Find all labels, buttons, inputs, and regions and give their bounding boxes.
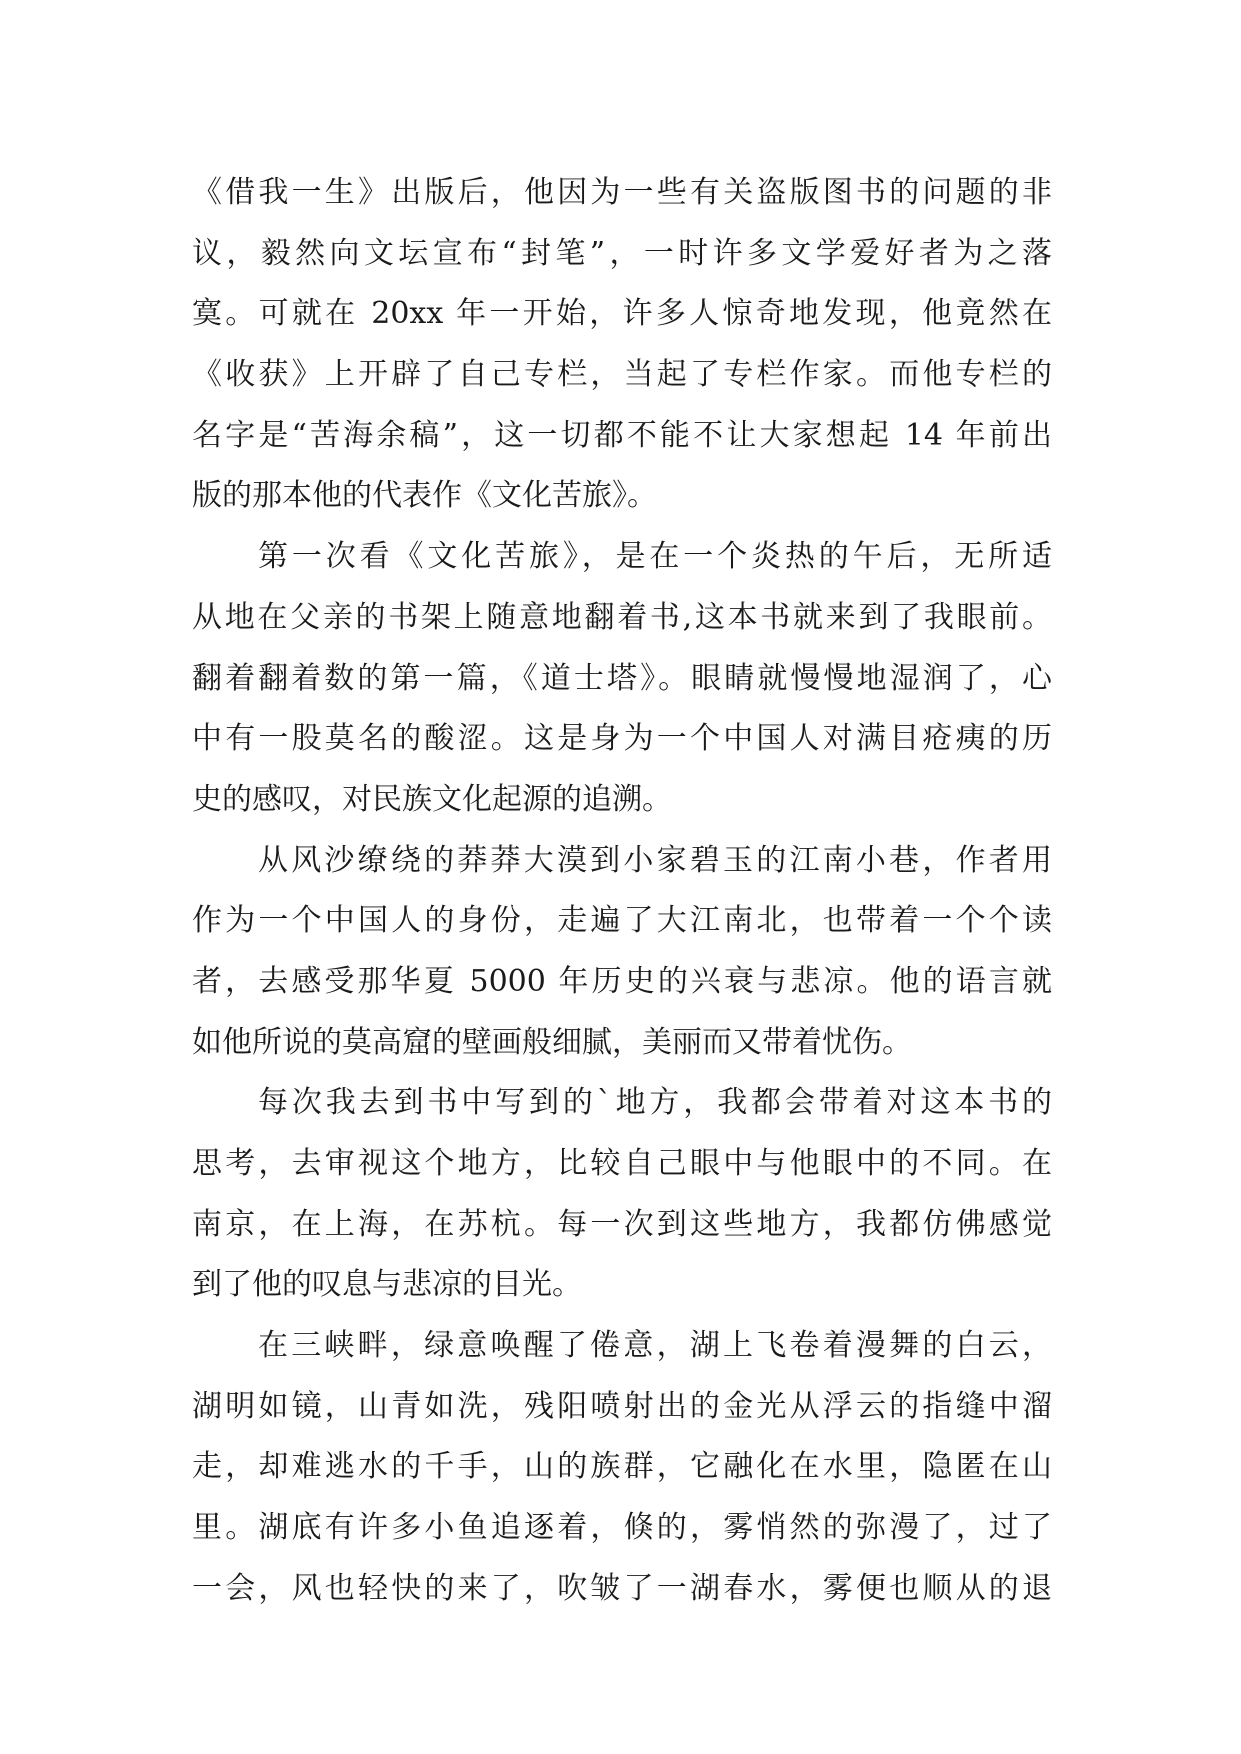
text-line: 思考，去审视这个地方，比较自己眼中与他眼中的不同。在 (192, 1146, 1052, 1181)
paragraph-3 (192, 831, 1052, 1074)
text-line: 议，毅然向文坛宣布“封笔”，一时许多文学爱好者为之落 (192, 235, 1052, 271)
text-line: 史的感叹，对民族文化起源的追溯。 (192, 781, 672, 817)
text-line: 《借我一生》出版后，他因为一些有关盗版图书的问题的非 (192, 175, 1052, 210)
paragraph-1 (192, 163, 1052, 527)
text-line: 者，去感受那华夏 5000 年历史的兴衰与悲凉。他的语言就 (192, 963, 1052, 999)
text-line: 从地在父亲的书架上随意地翻着书,这本书就来到了我眼前。 (192, 599, 1052, 635)
text-line: 到了他的叹息与悲凉的目光。 (192, 1267, 582, 1303)
text-line: 《收获》上开辟了自己专栏，当起了专栏作家。而他专栏的 (192, 357, 1052, 393)
text-line: 中有一股莫名的酸涩。这是身为一个中国人对满目疮痍的历 (192, 721, 1052, 757)
text-line: 从风沙缭绕的莽莽大漠到小家碧玉的江南小巷，作者用 (258, 842, 1052, 878)
text-line: 走，却难逃水的千手，山的族群，它融化在水里，隐匿在山 (192, 1449, 1052, 1485)
paragraph-5 (192, 1316, 1052, 1619)
text-line: 湖明如镜，山青如洗，残阳喷射出的金光从浮云的指缝中溜 (192, 1388, 1052, 1424)
text-line: 翻着翻着数的第一篇，《道士塔》。眼睛就慢慢地湿润了，心 (192, 660, 1052, 696)
text-line: 南京，在上海，在苏杭。每一次到这些地方，我都仿佛感觉 (192, 1206, 1052, 1242)
paragraph-2 (192, 527, 1052, 830)
paragraph-4 (192, 1073, 1052, 1316)
text-line: 寞。可就在 20xx 年一开始，许多人惊奇地发现，他竟然在 (192, 296, 1052, 332)
text-line: 如他所说的莫高窟的壁画般细腻，美丽而又带着忧伤。 (192, 1024, 912, 1060)
document-body (192, 163, 1052, 1620)
text-line: 作为一个中国人的身份，走遍了大江南北，也带着一个个读 (192, 903, 1052, 939)
text-line: 一会，风也轻快的来了，吹皱了一湖春水，雾便也顺从的退 (192, 1570, 1052, 1606)
text-line: 在三峡畔，绿意唤醒了倦意，湖上飞卷着漫舞的白云， (258, 1328, 1052, 1364)
text-line: 版的那本他的代表作《文化苦旅》。 (192, 478, 657, 514)
text-line: 里。湖底有许多小鱼追逐着，倏的，雾悄然的弥漫了，过了 (192, 1510, 1052, 1546)
text-line: 第一次看《文化苦旅》，是在一个炎热的午后，无所适 (258, 539, 1052, 575)
text-line: 每次我去到书中写到的`地方，我都会带着对这本书的 (258, 1085, 1052, 1121)
text-line: 名字是“苦海余稿”，这一切都不能不让大家想起 14 年前出 (192, 417, 1052, 453)
